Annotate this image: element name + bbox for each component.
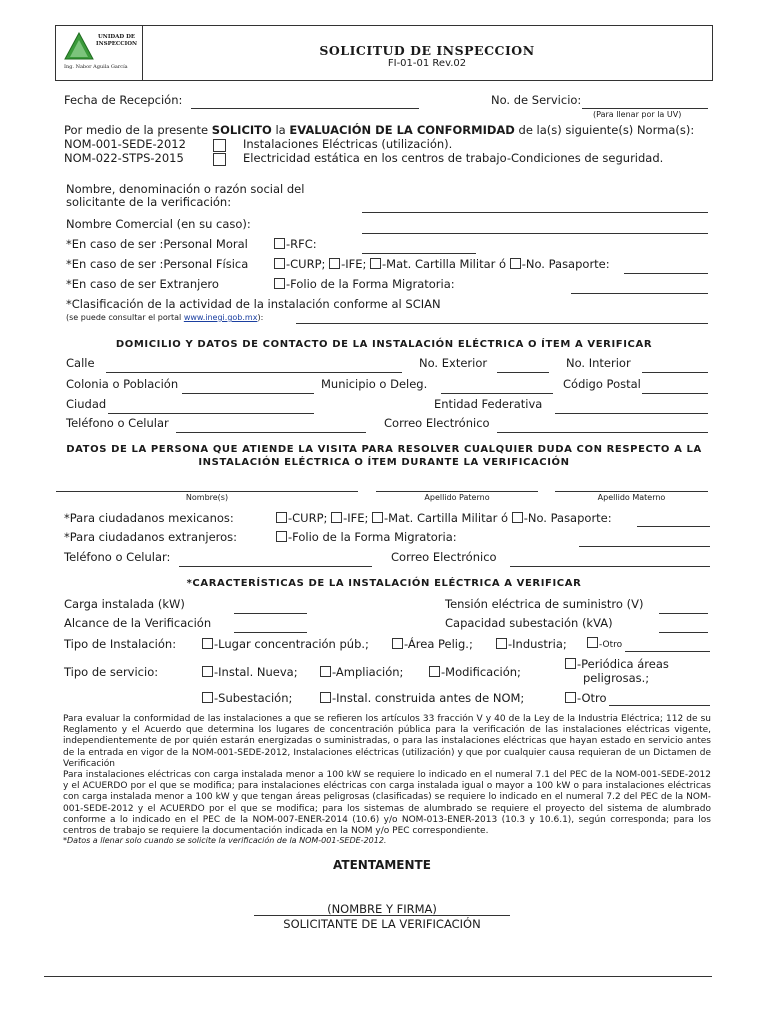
legal-paragraph-2: Para instalaciones eléctricas con carga instalada menor a 100 kW se requiere lo indicado en el numeral 7.1 del PEC de la NOM-001-SEDE-2012 y el ACUERDO por el que se modifica; para instalaciones eléctricas con carga instalada igual o mayor a 100 kW o para instalaciones eléctricas con carga instalada menor a 100 kW y que tengan áreas peligrosas (clasificadas) se requiere lo indicado en el numeral 7.2 del PEC de la NOM-001-SEDE-2012 y el ACUERDO por el que se modifica; para los sistemas de alumbrado se requiere el proyecto del sistema de alumbrado conforme a lo indicado en el PEC de la NOM-007-ENER-2014 (10.6) y/o NOM-013-ENER-2013 (10.3 y 10.6.1), según corresponda; para los centros de trabajo se requiere la documentación indicada en la NOM y/o PEC correspondiente. — [63, 770, 711, 837]
curp-label: -CURP; — [286, 257, 326, 271]
interior-label: No. Interior — [566, 356, 631, 370]
rfc-label: -RFC: — [286, 237, 317, 251]
calle-field[interactable] — [106, 372, 402, 373]
nueva-label: -Instal. Nueva; — [214, 665, 298, 679]
materno-label: Apellido Materno — [597, 493, 666, 502]
moral-label: *En caso de ser :Personal Moral — [66, 237, 248, 251]
periodica-label-2: peligrosas.; — [583, 671, 650, 685]
ife-checkbox[interactable] — [329, 258, 340, 269]
norm-2-code: NOM-022-STPS-2015 — [64, 151, 184, 165]
area-option — [392, 637, 473, 651]
intro-text-c: la — [275, 123, 286, 137]
contact-ife-checkbox[interactable] — [331, 512, 342, 523]
no-servicio-label: No. de Servicio: — [491, 93, 582, 107]
paterno-field[interactable] — [376, 491, 538, 492]
header-box — [55, 25, 713, 81]
logo-line2: INSPECCION — [96, 41, 138, 47]
alcance-label: Alcance de la Verificación — [64, 616, 212, 630]
contact-folio-checkbox[interactable] — [276, 531, 287, 542]
otro-instalacion-field[interactable] — [625, 651, 710, 652]
paterno-label: Apellido Paterno — [424, 493, 490, 502]
address-telefono-label: Teléfono o Celular — [66, 416, 169, 430]
address-correo-label: Correo Electrónico — [384, 416, 490, 430]
curp-checkbox[interactable] — [274, 258, 285, 269]
otro-instalacion-option — [587, 637, 622, 650]
entidad-field[interactable] — [555, 413, 708, 414]
mexicanos-options — [276, 511, 612, 525]
folio-label: -Folio de la Forma Migratoria: — [286, 277, 455, 291]
rfc-option[interactable] — [274, 237, 317, 251]
industria-option — [496, 637, 567, 651]
construida-option — [320, 691, 524, 705]
logo-box — [56, 26, 143, 80]
folio-field[interactable] — [571, 293, 708, 294]
comercial-field[interactable] — [362, 233, 708, 234]
modificacion-checkbox[interactable] — [429, 666, 440, 677]
modificacion-option — [429, 665, 521, 679]
rfc-field[interactable] — [362, 253, 476, 254]
no-servicio-field[interactable] — [582, 108, 708, 109]
contact-pasaporte-checkbox[interactable] — [512, 512, 523, 523]
municipio-label: Municipio o Deleg. — [321, 377, 428, 391]
ciudad-field[interactable] — [108, 413, 314, 414]
uv-note: (Para llenar por la UV) — [593, 110, 682, 119]
pasaporte-label: -No. Pasaporte: — [521, 257, 610, 271]
form-code: FI-01-01 Rev.02 — [387, 58, 467, 69]
colonia-field[interactable] — [182, 393, 314, 394]
pasaporte-field[interactable] — [624, 273, 708, 274]
industria-checkbox[interactable] — [496, 638, 507, 649]
cartilla-label: -Mat. Cartilla Militar ó — [382, 257, 507, 271]
ampliacion-option — [320, 665, 403, 679]
ampliacion-label: -Ampliación; — [332, 665, 404, 679]
intro-text-e: de la(s) siguiente(s) Norma(s): — [518, 123, 695, 137]
logo-triangle-icon — [64, 32, 94, 60]
signature-line[interactable] — [254, 915, 510, 916]
interior-field[interactable] — [642, 372, 708, 373]
ampliacion-checkbox[interactable] — [320, 666, 331, 677]
contact-cartilla-checkbox[interactable] — [372, 512, 383, 523]
scian-label: *Clasificación de la actividad de la instalación conforme al SCIAN — [66, 297, 441, 311]
industria-label: -Industria; — [508, 637, 567, 651]
folio-option — [274, 277, 455, 291]
capacidad-field[interactable] — [659, 632, 708, 633]
applicant-name-field[interactable] — [362, 212, 708, 213]
legal-note: *Datos a llenar solo cuando se solicite la verificación de la NOM-001-SEDE-2012. — [63, 836, 387, 845]
subestacion-label: -Subestación; — [214, 691, 293, 705]
materno-field[interactable] — [555, 491, 708, 492]
characteristics-section-title: *CARACTERÍSTICAS DE LA INSTALACIÓN ELÉCTRICA A VERIFICAR — [186, 578, 582, 589]
contact-curp-checkbox[interactable] — [276, 512, 287, 523]
subestacion-option — [202, 691, 292, 705]
contact-folio-field[interactable] — [579, 546, 710, 547]
tension-field[interactable] — [659, 613, 708, 614]
intro-text-a: Por medio de la presente — [64, 123, 209, 137]
logo-line1: UNIDAD DE — [98, 34, 136, 40]
ife-label: -IFE; — [341, 257, 367, 271]
otro-instalacion-checkbox[interactable] — [587, 637, 598, 648]
contact-ife-label: -IFE; — [343, 511, 369, 525]
contact-telefono-label: Teléfono o Celular: — [64, 550, 171, 564]
atentamente: ATENTAMENTE — [333, 858, 431, 872]
contact-pasaporte-label: -No. Pasaporte: — [523, 511, 612, 525]
rfc-checkbox[interactable] — [274, 238, 285, 249]
address-correo-field[interactable] — [497, 432, 708, 433]
folio-checkbox[interactable] — [274, 278, 285, 289]
solicitante-label: SOLICITANTE DE LA VERIFICACIÓN — [283, 917, 481, 931]
norm-1-code: NOM-001-SEDE-2012 — [64, 137, 186, 151]
contact-section-title-2: INSTALACIÓN ELÉCTRICA O ÍTEM DURANTE LA VERIFICACIÓN — [198, 457, 570, 468]
periodica-label-1: -Periódica áreas — [577, 657, 669, 671]
otro-servicio-option — [565, 691, 607, 705]
ciudad-label: Ciudad — [66, 397, 107, 411]
norm-2-checkbox[interactable] — [213, 153, 226, 166]
contact-pasaporte-field[interactable] — [637, 526, 710, 527]
logo-name: Ing. Nabor Aguila García — [64, 64, 128, 70]
mexicanos-label: *Para ciudadanos mexicanos: — [64, 511, 234, 525]
alcance-field[interactable] — [234, 632, 307, 633]
nueva-option — [202, 665, 298, 679]
modificacion-label: -Modificación; — [441, 665, 521, 679]
comercial-label: Nombre Comercial (en su caso): — [66, 217, 251, 231]
applicant-name-label-1: Nombre, denominación o razón social del — [66, 182, 305, 196]
colonia-label: Colonia o Población — [66, 377, 179, 391]
fisica-options — [274, 257, 610, 271]
otro-servicio-checkbox[interactable] — [565, 692, 576, 703]
nueva-checkbox[interactable] — [202, 666, 213, 677]
address-telefono-field[interactable] — [176, 432, 366, 433]
entidad-label: Entidad Federativa — [434, 397, 543, 411]
postal-field[interactable] — [642, 393, 708, 394]
exterior-label: No. Exterior — [419, 356, 488, 370]
periodica-option — [565, 657, 669, 671]
norm-1-checkbox[interactable] — [213, 139, 226, 152]
capacidad-label: Capacidad subestación (kVA) — [445, 616, 613, 630]
fecha-recepcion-label: Fecha de Recepción: — [64, 93, 183, 107]
contact-folio-option — [276, 530, 457, 544]
intro-text-b: SOLICITO — [211, 123, 272, 137]
applicant-name-label-2: solicitante de la verificación: — [66, 195, 232, 209]
scian-note-a: (se puede consultar el portal — [66, 313, 182, 322]
construida-label: -Instal. construida antes de NOM; — [332, 691, 525, 705]
lugar-label: -Lugar concentración púb.; — [214, 637, 369, 651]
request-intro — [64, 123, 694, 137]
scian-field[interactable] — [296, 323, 708, 324]
area-checkbox[interactable] — [392, 638, 403, 649]
subestacion-checkbox[interactable] — [202, 692, 213, 703]
scian-note-b: ): — [257, 313, 264, 322]
contact-correo-label: Correo Electrónico — [391, 550, 497, 564]
carga-field[interactable] — [234, 613, 307, 614]
address-section-title: DOMICILIO Y DATOS DE CONTACTO DE LA INSTALACIÓN ELÉCTRICA O ÍTEM A VERIFICAR — [115, 339, 653, 350]
nombres-label: Nombre(s) — [185, 493, 229, 502]
lugar-checkbox[interactable] — [202, 638, 213, 649]
extranjeros-label: *Para ciudadanos extranjeros: — [64, 530, 238, 544]
legal-paragraph-1: Para evaluar la conformidad de las instalaciones a que se refieren los artículos 33 fracción V y 40 de la Ley de la Industria Eléctrica; 112 de su Reglamento y el Acuerdo que determina los lugares de concentración pública para la verificación de las instalaciones eléctricas vigente, independientemente de por quién estarán energizadas o suministradas, o para las instalaciones eléctricas que hayan estado en servicio antes de la entrada en vigor de la NOM-001-SEDE-2012, Instalaciones eléctricas (utilización) y que por cualquier causa requieran de un Dictamen de Verificación — [63, 714, 711, 769]
scian-note — [66, 313, 263, 322]
tipo-instalacion-label: Tipo de Instalación: — [64, 637, 177, 651]
tension-label: Tensión eléctrica de suministro (V) — [445, 597, 644, 611]
postal-label: Código Postal — [563, 377, 641, 391]
contact-section-title-1: DATOS DE LA PERSONA QUE ATIENDE LA VISITA PARA RESOLVER CUALQUIER DUDA CON RESPECTO A LA — [66, 444, 702, 455]
norm-1-desc: Instalaciones Eléctricas (utilización). — [243, 137, 453, 151]
contact-correo-field[interactable] — [510, 566, 710, 567]
form-title: SOLICITUD DE INSPECCION — [319, 43, 535, 58]
norm-2-desc: Electricidad estática en los centros de trabajo-Condiciones de seguridad. — [243, 151, 664, 165]
fisica-label: *En caso de ser :Personal Física — [66, 257, 249, 271]
inegi-link[interactable]: www.inegi.gob.mx — [183, 313, 258, 322]
cartilla-checkbox[interactable] — [370, 258, 381, 269]
carga-label: Carga instalada (kW) — [64, 597, 185, 611]
periodica-checkbox[interactable] — [565, 658, 576, 669]
otro-instalacion-label: -Otro — [599, 640, 623, 650]
nombre-firma-label: (NOMBRE Y FIRMA) — [327, 902, 437, 916]
lugar-option — [202, 637, 369, 651]
contact-curp-label: -CURP; — [288, 511, 328, 525]
contact-cartilla-label: -Mat. Cartilla Militar ó — [384, 511, 509, 525]
contact-folio-label: -Folio de la Forma Migratoria: — [288, 530, 457, 544]
contact-telefono-field[interactable] — [179, 566, 372, 567]
municipio-field[interactable] — [441, 393, 553, 394]
otro-servicio-field[interactable] — [609, 705, 710, 706]
otro-servicio-label: -Otro — [577, 691, 607, 705]
area-label: -Área Pelig.; — [404, 637, 473, 651]
construida-checkbox[interactable] — [320, 692, 331, 703]
extranjero-label: *En caso de ser Extranjero — [66, 277, 219, 291]
tipo-servicio-label: Tipo de servicio: — [64, 665, 159, 679]
intro-text-d: EVALUACIÓN DE LA CONFORMIDAD — [289, 123, 515, 137]
nombres-field[interactable] — [56, 491, 358, 492]
pasaporte-checkbox[interactable] — [510, 258, 521, 269]
exterior-field[interactable] — [497, 372, 549, 373]
fecha-recepcion-field[interactable] — [191, 108, 419, 109]
footer-divider — [44, 976, 712, 977]
calle-label: Calle — [66, 356, 95, 370]
